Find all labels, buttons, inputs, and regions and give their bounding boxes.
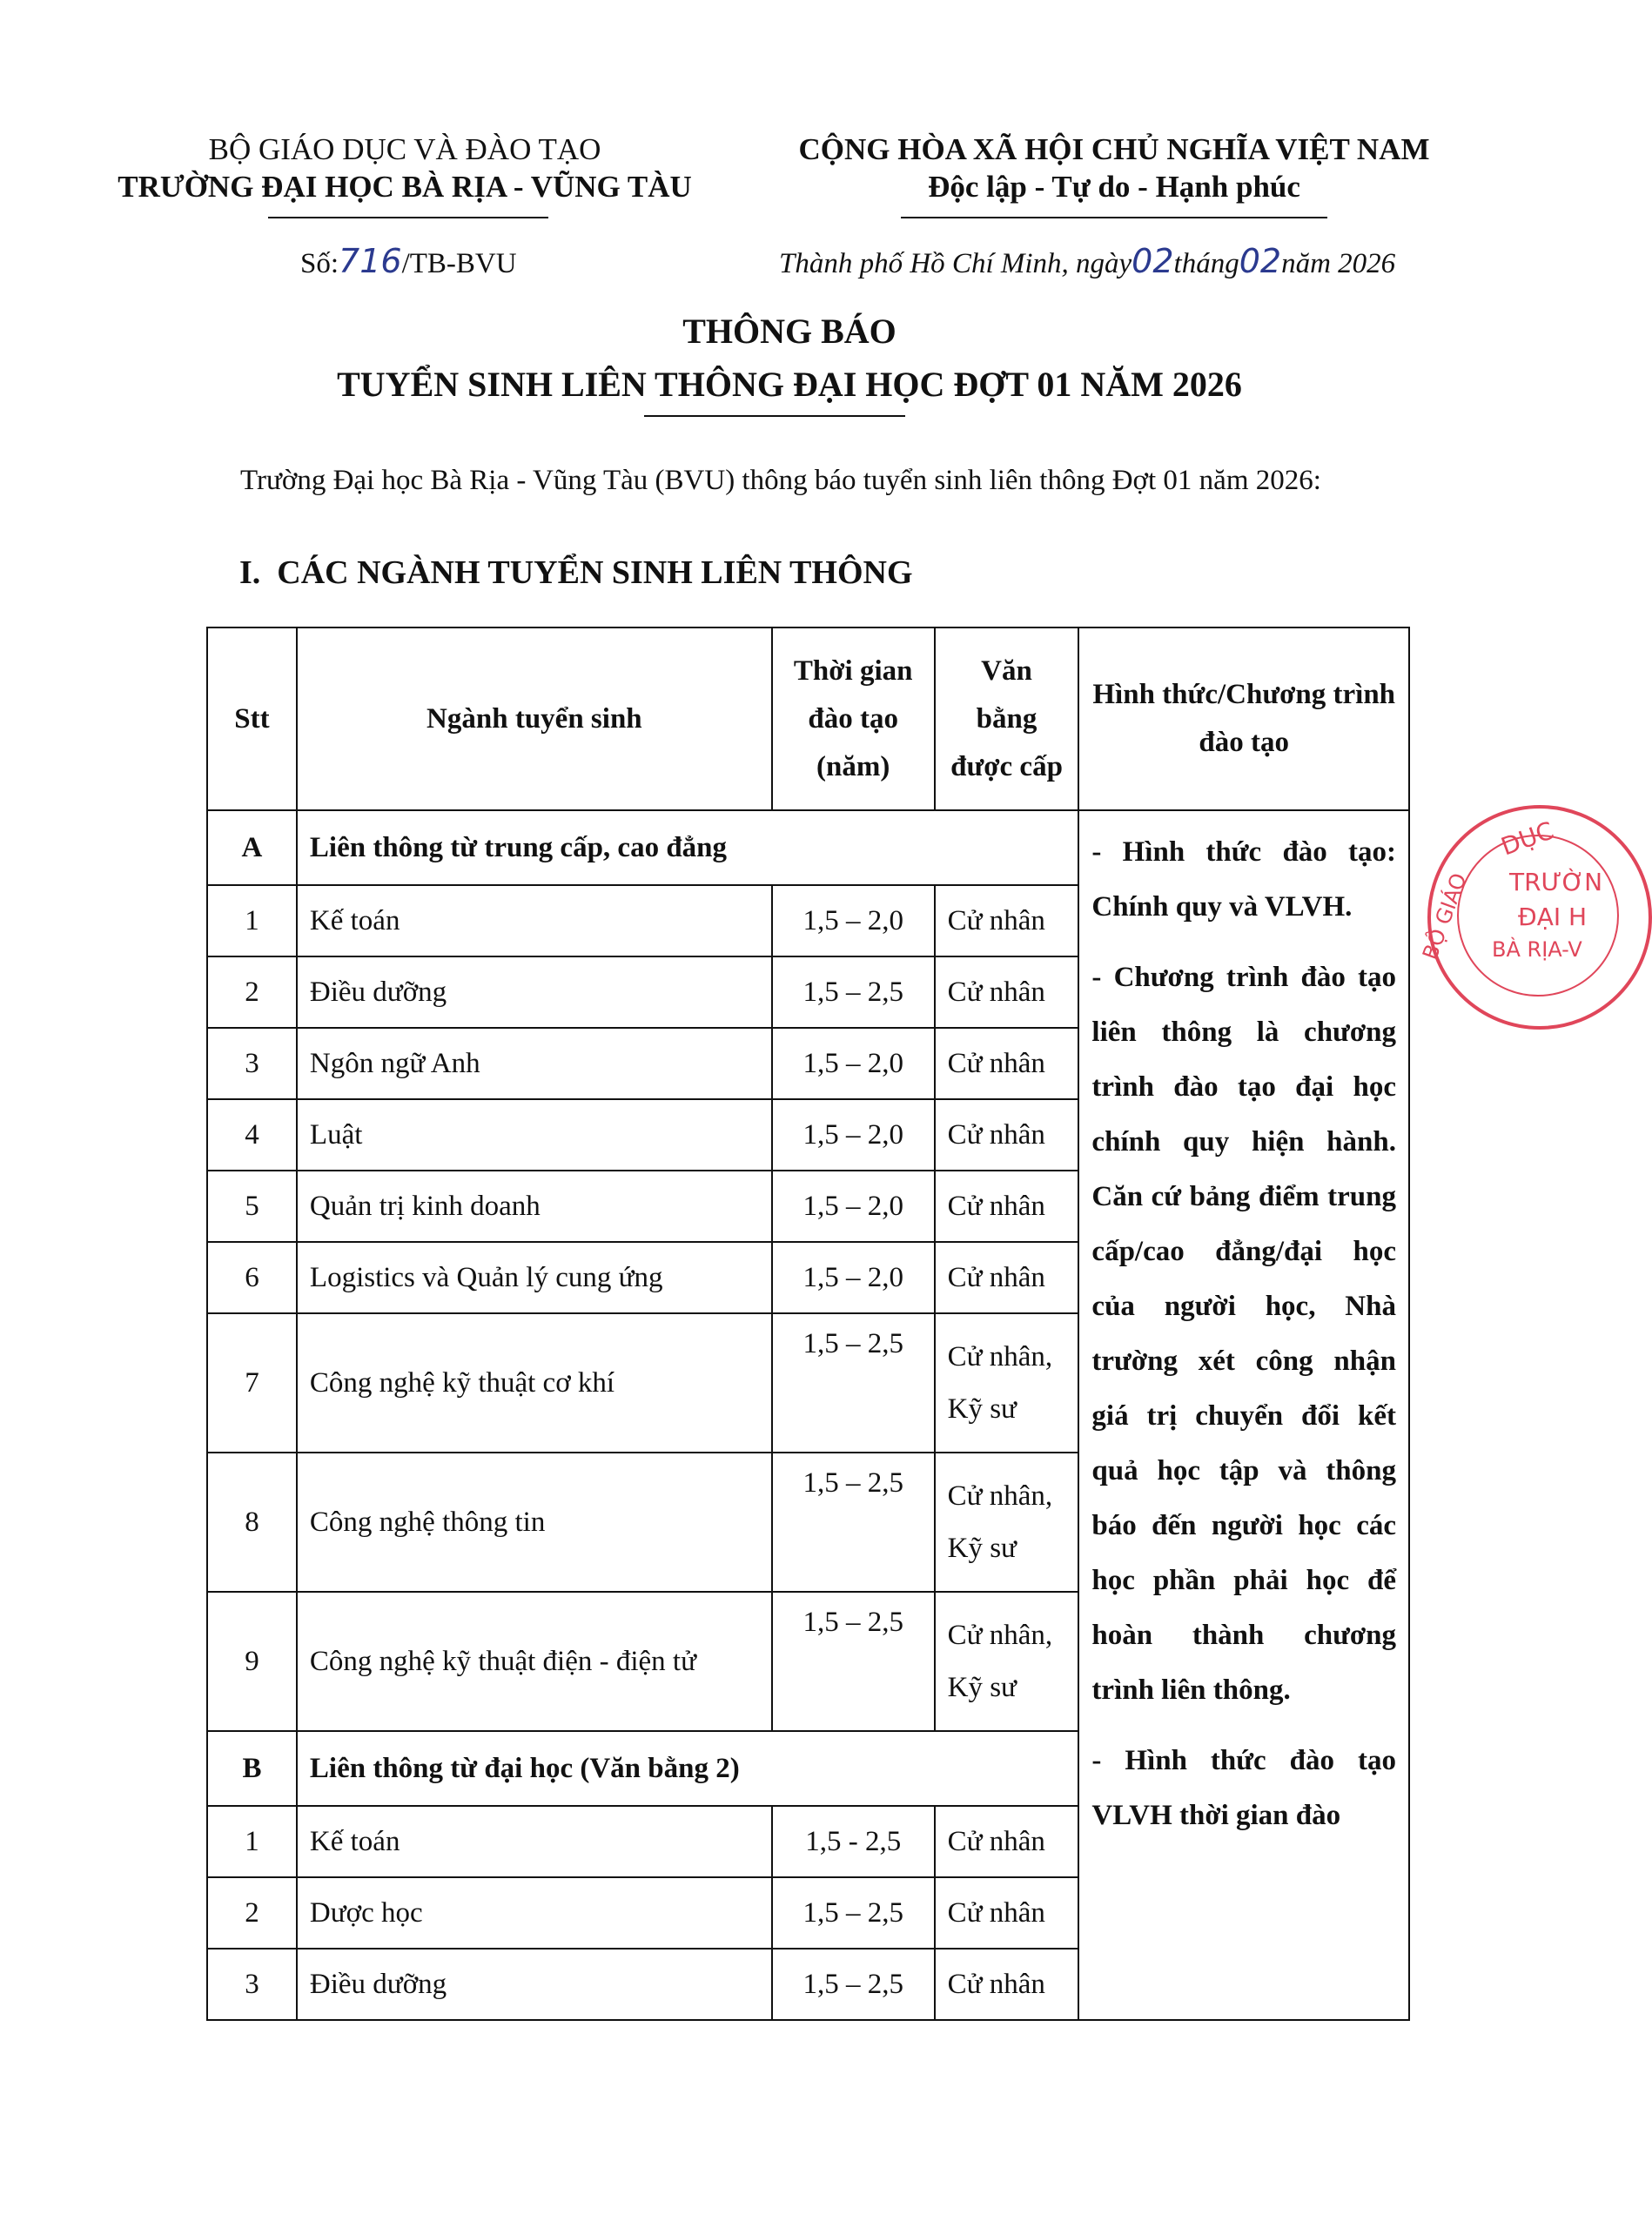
row-duration: 1,5 – 2,5	[772, 1949, 935, 2020]
seal-top-text: DỤC	[1497, 815, 1558, 862]
nation-name: CỘNG HÒA XÃ HỘI CHỦ NGHĨA VIỆT NAM	[798, 132, 1430, 166]
title-underline	[644, 415, 905, 417]
official-seal	[1417, 805, 1652, 1030]
motto-underline	[901, 217, 1327, 218]
row-stt: 4	[207, 1099, 297, 1171]
row-duration: 1,5 – 2,5	[772, 1453, 935, 1592]
header-degree: Văn bằng được cấp	[935, 627, 1079, 810]
section-b-label: Liên thông từ đại học (Văn bằng 2)	[297, 1731, 1079, 1806]
national-motto: Độc lập - Tự do - Hạnh phúc	[928, 170, 1300, 204]
row-major: Luật	[297, 1099, 772, 1171]
row-major: Điều dưỡng	[297, 956, 772, 1028]
row-duration: 1,5 – 2,0	[772, 1099, 935, 1171]
seal-center-line2: ĐẠI H	[1518, 903, 1588, 931]
section-a-row	[207, 810, 1409, 885]
date-mid: tháng	[1173, 248, 1239, 279]
section-a-code: A	[207, 810, 297, 885]
row-degree: Cử nhân, Kỹ sư	[935, 1313, 1079, 1453]
row-stt: 6	[207, 1242, 297, 1313]
program-note-2: - Chương trình đào tạo liên thông là chương trình đào tạo đại học chính quy hiện hành. Căn cứ bảng điểm trung cấp/cao đẳng/đại học của người học, Nhà trường xét công nhận giá trị chuyển đổi kết quả học tập và thông báo đến người học các học phần phải học để hoàn thành chương trình liên thông.	[1091, 962, 1396, 1706]
row-major: Dược học	[297, 1877, 772, 1949]
row-major: Công nghệ thông tin	[297, 1453, 772, 1592]
row-stt: 1	[207, 1806, 297, 1877]
row-duration: 1,5 – 2,0	[772, 1028, 935, 1099]
section-heading: I. CÁC NGÀNH TUYỂN SINH LIÊN THÔNG	[239, 554, 913, 591]
row-major: Kế toán	[297, 1806, 772, 1877]
header-program: Hình thức/Chương trình đào tạo	[1078, 627, 1409, 810]
header-stt: Stt	[207, 627, 297, 810]
university-name: TRƯỜNG ĐẠI HỌC BÀ RỊA - VŨNG TÀU	[118, 170, 692, 204]
row-degree: Cử nhân	[935, 1099, 1079, 1171]
row-duration: 1,5 – 2,0	[772, 1242, 935, 1313]
row-major: Ngôn ngữ Anh	[297, 1028, 772, 1099]
doc-no-handwritten: 716	[339, 242, 402, 280]
doc-no-suffix: /TB-BVU	[401, 248, 517, 279]
row-stt: 5	[207, 1171, 297, 1242]
row-stt: 2	[207, 1877, 297, 1949]
page-title: THÔNG BÁO	[682, 312, 897, 351]
seal-center-line1: TRƯỜN	[1509, 868, 1603, 896]
seal-center-line3: BÀ RỊA-V	[1492, 937, 1582, 962]
header-major: Ngành tuyển sinh	[297, 627, 772, 810]
section-b-code: B	[207, 1731, 297, 1806]
row-major: Điều dưỡng	[297, 1949, 772, 2020]
date-suffix: năm 2026	[1281, 248, 1396, 279]
program-notes-cell	[1078, 810, 1409, 2020]
table-header-row	[207, 627, 1409, 810]
row-duration: 1,5 – 2,0	[772, 885, 935, 956]
ministry-name: BỘ GIÁO DỤC VÀ ĐÀO TẠO	[208, 132, 601, 166]
row-degree: Cử nhân	[935, 1171, 1079, 1242]
row-duration: 1,5 – 2,5	[772, 956, 935, 1028]
row-stt: 1	[207, 885, 297, 956]
page-subtitle: TUYỂN SINH LIÊN THÔNG ĐẠI HỌC ĐỢT 01 NĂM 2026	[337, 365, 1242, 404]
row-duration: 1,5 – 2,0	[772, 1171, 935, 1242]
date-month-handwritten: 02	[1239, 242, 1282, 280]
row-degree: Cử nhân	[935, 885, 1079, 956]
row-degree: Cử nhân	[935, 1877, 1079, 1949]
program-notes	[1091, 825, 1396, 1843]
university-underline	[268, 217, 548, 218]
row-major: Quản trị kinh doanh	[297, 1171, 772, 1242]
row-degree: Cử nhân	[935, 1949, 1079, 2020]
section-a-label: Liên thông từ trung cấp, cao đẳng	[297, 810, 1079, 885]
row-stt: 3	[207, 1949, 297, 2020]
intro-paragraph: Trường Đại học Bà Rịa - Vũng Tàu (BVU) thông báo tuyển sinh liên thông Đợt 01 năm 2026:	[240, 465, 1321, 496]
program-note-3: - Hình thức đào tạo VLVH thời gian đào	[1091, 1745, 1396, 1831]
row-duration: 1,5 - 2,5	[772, 1806, 935, 1877]
program-note-1: - Hình thức đào tạo: Chính quy và VLVH.	[1091, 836, 1396, 923]
row-stt: 9	[207, 1592, 297, 1731]
majors-table	[206, 627, 1410, 2021]
row-major: Công nghệ kỹ thuật cơ khí	[297, 1313, 772, 1453]
header-duration: Thời gian đào tạo (năm)	[772, 627, 935, 810]
row-duration: 1,5 – 2,5	[772, 1313, 935, 1453]
document-number	[300, 242, 517, 280]
row-degree: Cử nhân	[935, 956, 1079, 1028]
row-major: Logistics và Quản lý cung ứng	[297, 1242, 772, 1313]
row-duration: 1,5 – 2,5	[772, 1877, 935, 1949]
date-day-handwritten: 02	[1132, 242, 1174, 280]
doc-no-prefix: Số:	[300, 248, 339, 279]
row-stt: 2	[207, 956, 297, 1028]
row-degree: Cử nhân, Kỹ sư	[935, 1453, 1079, 1592]
row-degree: Cử nhân	[935, 1028, 1079, 1099]
date-prefix: Thành phố Hồ Chí Minh, ngày	[779, 248, 1132, 279]
row-degree: Cử nhân	[935, 1806, 1079, 1877]
row-stt: 8	[207, 1453, 297, 1592]
row-stt: 7	[207, 1313, 297, 1453]
row-major: Công nghệ kỹ thuật điện - điện tử	[297, 1592, 772, 1731]
row-degree: Cử nhân, Kỹ sư	[935, 1592, 1079, 1731]
row-duration: 1,5 – 2,5	[772, 1592, 935, 1731]
row-major: Kế toán	[297, 885, 772, 956]
row-stt: 3	[207, 1028, 297, 1099]
seal-left-text: BỘ GIÁO	[1417, 869, 1472, 963]
issue-date	[779, 242, 1395, 280]
row-degree: Cử nhân	[935, 1242, 1079, 1313]
